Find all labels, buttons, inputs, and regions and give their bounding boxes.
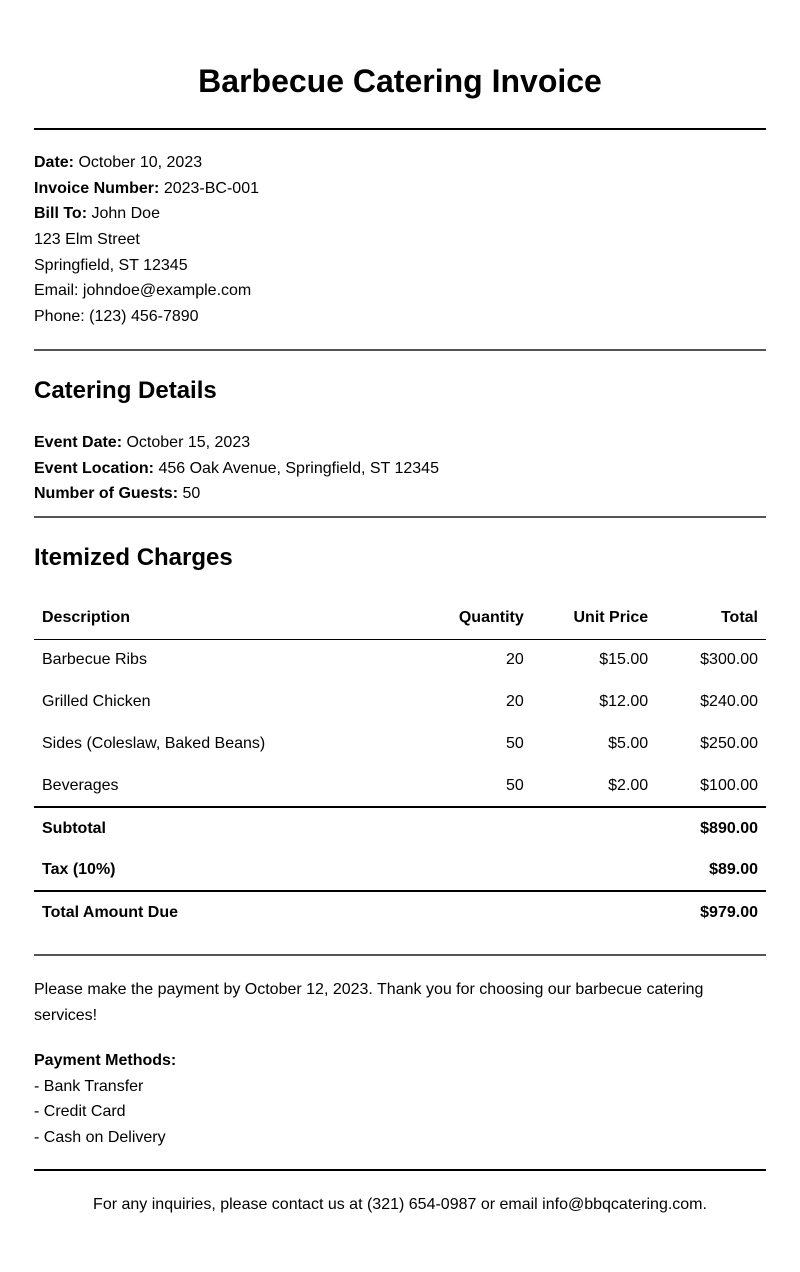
column-header-total: Total bbox=[656, 597, 766, 639]
invoice-number: 2023-BC-001 bbox=[163, 179, 259, 197]
item-quantity: 20 bbox=[505, 693, 524, 710]
bill-to-line bbox=[34, 201, 766, 227]
item-description: Barbecue Ribs bbox=[42, 651, 147, 669]
item-total: $240.00 bbox=[700, 693, 758, 710]
bill-to-name: John Doe bbox=[91, 205, 160, 223]
item-unit-price: $5.00 bbox=[608, 735, 649, 752]
table-row bbox=[34, 765, 766, 807]
column-header-quantity: Quantity bbox=[415, 597, 532, 639]
subtotal-amount: $890.00 bbox=[656, 807, 766, 849]
guests-label: Number of Guests: bbox=[34, 485, 179, 503]
divider bbox=[34, 516, 766, 518]
payment-method-item: - Bank Transfer bbox=[34, 1077, 144, 1095]
address-line-2: Springfield, ST 12345 bbox=[34, 256, 188, 274]
bill-to-label: Bill To: bbox=[34, 205, 88, 223]
address-line-1: 123 Elm Street bbox=[34, 231, 140, 249]
event-date-label: Event Date: bbox=[34, 434, 123, 451]
charges-table bbox=[34, 597, 766, 933]
event-date: October 15, 2023 bbox=[126, 434, 251, 451]
item-total: $100.00 bbox=[700, 776, 758, 794]
event-location: 456 Oak Avenue, Springfield, ST 12345 bbox=[158, 459, 439, 477]
column-header-description: Description bbox=[34, 597, 415, 639]
item-quantity: 20 bbox=[505, 651, 524, 669]
email-line: Email: johndoe@example.com bbox=[34, 282, 252, 300]
payment-note: Please make the payment by October 12, 2023. Thank you for choosing our barbecue catering services! bbox=[34, 981, 704, 1024]
phone-line: Phone: (123) 456-7890 bbox=[34, 308, 199, 326]
item-unit-price: $15.00 bbox=[599, 651, 649, 669]
tax-label: Tax (10%) bbox=[42, 860, 116, 878]
total-due-amount: $979.00 bbox=[656, 891, 766, 933]
item-unit-price: $2.00 bbox=[608, 776, 649, 794]
event-date-line bbox=[34, 430, 766, 456]
footer-contact: For any inquiries, please contact us at (321) 654-0987 or email info@bbqcatering.com. bbox=[93, 1196, 707, 1213]
payment-methods bbox=[34, 1048, 766, 1151]
item-total: $250.00 bbox=[700, 735, 758, 752]
guests-line bbox=[34, 481, 766, 507]
total-due-row bbox=[34, 891, 766, 933]
tax-row bbox=[34, 849, 766, 891]
invoice-info bbox=[34, 150, 766, 330]
table-row bbox=[34, 681, 766, 723]
payment-method-item: - Cash on Delivery bbox=[34, 1129, 166, 1147]
payment-method-item: - Credit Card bbox=[34, 1103, 126, 1121]
date-line bbox=[34, 150, 766, 176]
event-location-line bbox=[34, 456, 766, 482]
page-title: Barbecue Catering Invoice bbox=[198, 63, 602, 99]
tax-amount: $89.00 bbox=[709, 860, 758, 878]
date-label: Date: bbox=[34, 154, 75, 171]
column-header-unit-price: Unit Price bbox=[532, 597, 656, 639]
item-description: Beverages bbox=[42, 776, 119, 794]
invoice-number-line bbox=[34, 176, 766, 202]
item-quantity: 50 bbox=[505, 735, 524, 752]
catering-details bbox=[34, 430, 766, 507]
subtotal-label: Subtotal bbox=[34, 807, 656, 849]
event-location-label: Event Location: bbox=[34, 459, 155, 477]
divider bbox=[34, 349, 766, 351]
item-description: Grilled Chicken bbox=[42, 693, 151, 710]
divider bbox=[34, 954, 766, 956]
item-description: Sides (Coleslaw, Baked Beans) bbox=[42, 735, 266, 752]
table-header-row bbox=[34, 597, 766, 639]
divider bbox=[34, 128, 766, 130]
subtotal-row bbox=[34, 807, 766, 849]
payment-methods-label: Payment Methods: bbox=[34, 1052, 177, 1069]
table-row bbox=[34, 639, 766, 681]
table-row bbox=[34, 723, 766, 765]
item-quantity: 50 bbox=[505, 776, 524, 794]
item-total: $300.00 bbox=[700, 651, 758, 669]
total-due-label: Total Amount Due bbox=[34, 891, 656, 933]
invoice-number-label: Invoice Number: bbox=[34, 179, 160, 197]
itemized-charges-heading: Itemized Charges bbox=[34, 544, 233, 571]
divider bbox=[34, 1169, 766, 1171]
guests-count: 50 bbox=[182, 485, 201, 503]
catering-details-heading: Catering Details bbox=[34, 377, 217, 404]
item-unit-price: $12.00 bbox=[599, 693, 649, 710]
invoice-date: October 10, 2023 bbox=[78, 154, 203, 171]
